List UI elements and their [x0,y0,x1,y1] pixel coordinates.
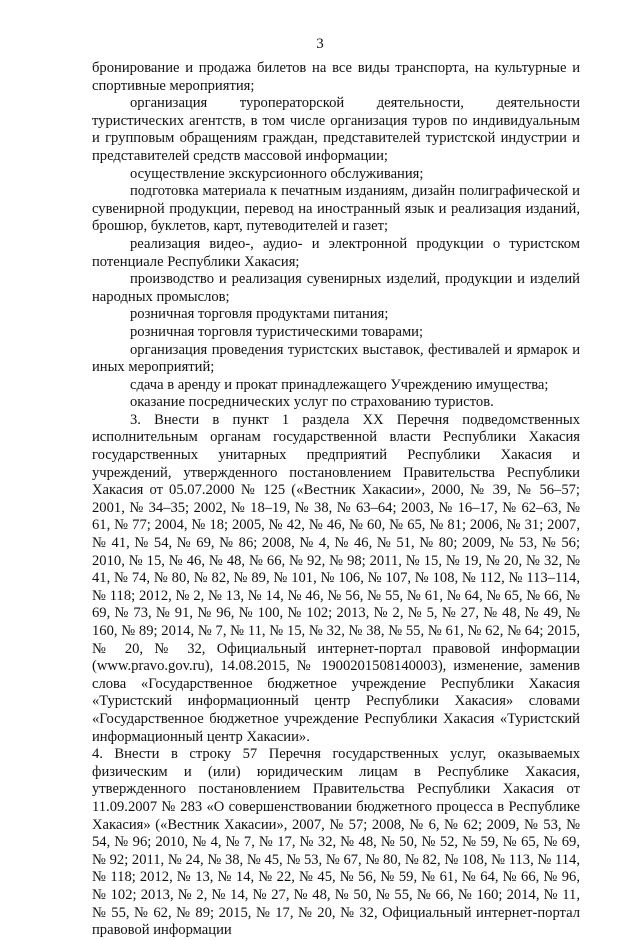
page-number: 3 [316,36,324,52]
paragraph: подготовка материала к печатным изданиям, дизайн полиграфической и сувенирной продукции, перевод на иностранный язык и реализация изданий, брошюр, буклетов, карт, путеводителей и газет; [92,183,580,235]
paragraph: бронирование и продажа билетов на все виды транспорта, на культурные и спортивные мероприятия; [92,60,580,94]
paragraph: оказание посреднических услуг по страхованию туристов. [130,394,494,411]
paragraph: организация туроператорской деятельности, деятельности туристических агентств, в том числе организация туров по индивидуальным и групповым обращениям граждан, представителей туристской индустрии и представителей средств массовой информации; [92,95,580,164]
paragraph: осуществление экскурсионного обслуживания; [130,165,424,182]
paragraph-item-4: 4. Внести в строку 57 Перечня государственных услуг, оказываемых физическим и (или) юридическим лицам в Республике Хакасия, утвержденного постановлением Правительства Республики Хакасия от 11.09.2007 № 283 «О совершенствовании бюджетного процесса в Республике Хакасия» («Вестник Хакасии», 2007, № 57; 2008, № 6, № 62; 2009, № 53, № 54, № 96; 2010, № 4, № 7, № 17, № 32, № 48, № 50, № 52, № 59, № 65, № 69, № 92; 2011, № 24, № 38, № 45, № 53, № 67, № 80, № 82, № 108, № 113, № 114, № 118; 2012, № 13, № 14, № 22, № 45, № 56, № 59, № 61, № 64, № 66, № 96, № 102; 2013, № 2, № 14, № 27, № 48, № 50, № 55, № 66, № 160; 2014, № 11, № 55, № 62, № 89; 2015, № 17, № 20, № 32, Официальный интернет-портал правовой информации [92,746,580,939]
document-body [92,60,580,940]
paragraph: розничная торговля продуктами питания; [130,306,389,323]
paragraph: организация проведения туристских выставок, фестивалей и ярмарок и иных мероприятий; [92,341,580,376]
paragraph: реализация видео-, аудио- и электронной продукции о туристском потенциале Республики Хакасия; [92,235,580,270]
paragraph-item-3: 3. Внести в пункт 1 раздела XX Перечня подведомственных исполнительным органам государственной власти Республики Хакасия государственных унитарных предприятий Республики Хакасия и учреждений, утвержденного постановлением Правительства Республики Хакасия от 05.07.2000 № 125 («Вестник Хакасии», 2000, № 39, № 56–57; 2001, № 34–35; 2002, № 18–19, № 38, № 63–64; 2003, № 16–17, № 62–63, № 61, № 77; 2004, № 18; 2005, № 42, № 46, № 60, № 65, № 81; 2006, № 31; 2007, № 41, № 54, № 69, № 86; 2008, № 4, № 46, № 51, № 80; 2009, № 53, № 56; 2010, № 15, № 46, № 48, № 66, № 92, № 98; 2011, № 15, № 19, № 20, № 32, № 41, № 74, № 80, № 82, № 89, № 101, № 106, № 107, № 108, № 112, № 113–114, № 118; 2012, № 2, № 13, № 14, № 46, № 56, № 55, № 61, № 64, № 65, № 66, № 69, № 73, № 91, № 96, № 100, № 102; 2013, № 2, № 5, № 27, № 48, № 49, № 160, № 89; 2014, № 7, № 11, № 15, № 32, № 38, № 55, № 61, № 62, № 64; 2015, № 20, № 32, Официальный интернет-портал правовой информации (www.pravo.gov.ru), 14.08.2015, № 1900201508140003), изменение, заменив слова «Государственное бюджетное учреждение Республики Хакасия «Туристский информационный центр Республики Хакасия» словами «Государственное бюджетное учреждение Республики Хакасия «Туристский информационный центр Хакасии». [92,411,580,745]
paragraph: производство и реализация сувенирных изделий, продукции и изделий народных промыслов; [92,271,580,305]
paragraph: сдача в аренду и прокат принадлежащего Учреждению имущества; [130,376,549,393]
paragraph: розничная торговля туристическими товарами; [130,323,424,340]
